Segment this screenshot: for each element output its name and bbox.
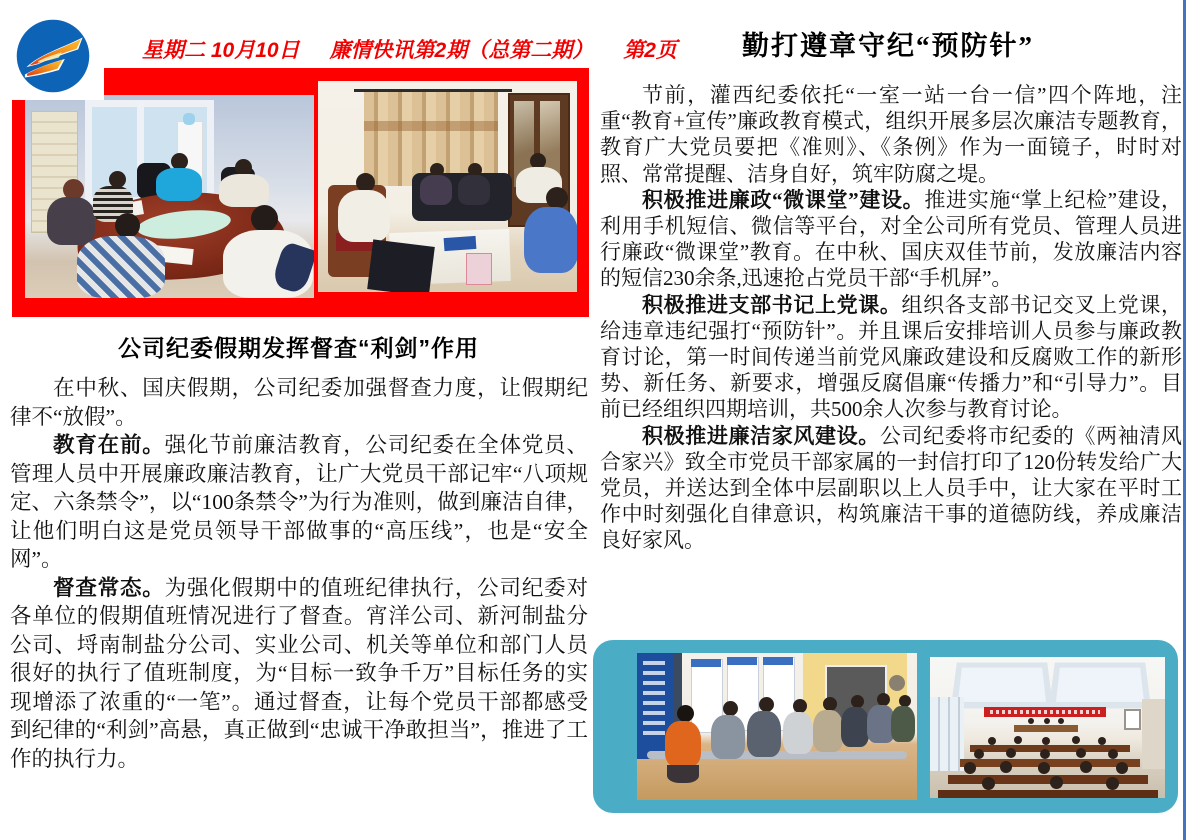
red-photo-frame bbox=[12, 68, 589, 317]
paragraph-lead: 积极推进廉政“微课堂”建设。 bbox=[642, 187, 925, 212]
header-issue: 廉情快讯第2期（总第二期） bbox=[329, 39, 594, 62]
paragraph bbox=[600, 187, 1182, 292]
water-bottle bbox=[183, 113, 195, 125]
person-head bbox=[1050, 776, 1063, 789]
paragraph bbox=[600, 423, 1182, 554]
person-head bbox=[1098, 737, 1106, 745]
paragraph-text: 组织各支部书记交叉上党课，给违章违纪强打“预防针”。并且课后安排培训人员参与廉政教育讨论，第一时间传递当前党风廉政建设和反腐败工作的新形势、新任务、新要求，增强反腐倡廉“传播力”和“引导力”。目前已经组织四期培训，共500余人次参与教育讨论。 bbox=[600, 292, 1182, 422]
person-head bbox=[1044, 718, 1050, 724]
logo-icon bbox=[16, 18, 90, 94]
person bbox=[747, 711, 781, 757]
person-blue-shirt bbox=[156, 168, 202, 201]
header-date: 星期二 10月10日 bbox=[142, 39, 300, 62]
person-head bbox=[759, 697, 774, 712]
desk-row bbox=[960, 759, 1140, 767]
paragraph bbox=[10, 374, 588, 431]
person-head bbox=[1106, 777, 1119, 790]
company-logo bbox=[4, 0, 104, 100]
right-pillar bbox=[1142, 699, 1165, 769]
desk-row bbox=[970, 745, 1130, 752]
paragraph-lead: 教育在前。 bbox=[53, 433, 165, 457]
poster-header bbox=[691, 659, 721, 667]
person-head bbox=[964, 762, 976, 774]
paragraph-lead: 督查常态。 bbox=[53, 575, 165, 600]
paragraph-text: 在中秋、国庆假期，公司纪委加强督查力度，让假期纪律不“放假”。 bbox=[10, 376, 588, 429]
person-head bbox=[823, 697, 837, 711]
person-head bbox=[793, 699, 807, 713]
person-head bbox=[251, 205, 278, 232]
left-article-body bbox=[10, 374, 588, 773]
person-head bbox=[1028, 718, 1034, 724]
person-head bbox=[546, 187, 568, 209]
ceiling-panel bbox=[951, 663, 1053, 709]
person bbox=[420, 175, 452, 205]
person-head bbox=[982, 777, 995, 790]
person-white-shirt bbox=[338, 190, 390, 242]
person-head bbox=[1040, 749, 1050, 759]
teal-photo-box bbox=[593, 640, 1178, 813]
photo-education-base bbox=[637, 653, 917, 800]
ceiling-panel bbox=[1049, 663, 1151, 709]
person-head bbox=[1000, 761, 1012, 773]
skirt bbox=[667, 765, 699, 783]
paragraph bbox=[600, 292, 1182, 423]
person bbox=[841, 707, 869, 747]
paragraph-lead: 积极推进支部书记上党课。 bbox=[642, 292, 902, 317]
photo-meeting-hall bbox=[930, 657, 1165, 798]
paragraph-lead: 积极推进廉洁家风建设。 bbox=[642, 423, 880, 448]
person-head bbox=[1080, 761, 1092, 773]
paragraph-text: 公司纪委将市纪委的《两袖清风合家兴》致全市党员干部家属的一封信打印了120份转发给广大党员，并送达到全体中层副职以上人员手中，让大家在平时工作中时刻强化自律意识，构筑廉洁干事的道德防线，养成廉洁良好家风。 bbox=[600, 423, 1182, 553]
paragraph bbox=[10, 574, 588, 774]
paragraph-text: 节前，灌西纪委依托“一室一站一台一信”四个阵地，注重“教育+宣传”廉政教育模式，组织开展多层次廉洁专题教育，教育广大党员要把《准则》、《条例》作为一面镜子，时时对照、常常提醒、洁身自好，筑牢防腐之堤。 bbox=[600, 83, 1182, 186]
photo-meeting-room-1 bbox=[25, 95, 314, 298]
person bbox=[711, 715, 745, 759]
newsletter-header bbox=[142, 34, 742, 64]
window-wall bbox=[930, 697, 964, 771]
page-border-right bbox=[1183, 0, 1186, 840]
paragraph-text: 推进实施“掌上纪检”建设，利用手机短信、微信等平台，对全公司所有党员、管理人员进行廉政“微课堂”教育。在中秋、国庆双佳节前，发放廉洁内容的短信230余条,迅速抢占党员干部“手机屏”。 bbox=[600, 187, 1183, 291]
person-head bbox=[988, 737, 996, 745]
person-head bbox=[723, 701, 738, 716]
person-head bbox=[115, 213, 140, 238]
paragraph bbox=[600, 82, 1182, 187]
paragraph bbox=[10, 431, 588, 574]
person bbox=[891, 706, 915, 742]
photo-meeting-room-2 bbox=[318, 81, 577, 292]
person-blue-shirt bbox=[524, 207, 577, 273]
curtain-band bbox=[364, 121, 498, 131]
person-head bbox=[1108, 749, 1118, 759]
person bbox=[813, 710, 843, 752]
header-page-number: 第2页 bbox=[623, 39, 677, 62]
pink-bag bbox=[466, 253, 492, 285]
person-head bbox=[1076, 748, 1086, 758]
head-table bbox=[1014, 725, 1078, 732]
display-dot bbox=[889, 675, 905, 691]
person-checkered bbox=[77, 236, 165, 298]
poster-header bbox=[727, 657, 757, 665]
desk-row bbox=[938, 790, 1158, 798]
person-head bbox=[974, 749, 984, 759]
right-article-body bbox=[600, 82, 1182, 554]
right-article-headline: 勤打遵章守纪“预防针” bbox=[742, 31, 1034, 61]
person-head bbox=[1006, 748, 1016, 758]
person bbox=[458, 175, 490, 205]
person-head bbox=[1038, 762, 1050, 774]
poster-header bbox=[763, 657, 793, 665]
person bbox=[783, 712, 813, 754]
person-head bbox=[1014, 736, 1022, 744]
left-article-headline: 公司纪委假期发挥督查“利剑”作用 bbox=[118, 335, 479, 361]
person bbox=[47, 197, 95, 245]
banner-text bbox=[990, 710, 1100, 714]
person-head bbox=[1042, 737, 1050, 745]
person-white-shirt bbox=[219, 174, 269, 207]
person-head bbox=[1072, 736, 1080, 744]
person-head bbox=[677, 705, 694, 722]
paragraph-text: 为强化假期中的值班纪律执行，公司纪委对各单位的假期值班情况进行了督查。宵洋公司、新河制盐分公司、埒南制盐分公司、实业公司、机关等单位和部门人员很好的执行了值班制度，为“目标一致争千万”目标任务的实现增添了浓重的“一笔”。通过督查，让每个党员干部都感受到纪律的“利剑”高悬，真正做到“忠诚干净敢担当”，推进了工作的执行力。 bbox=[10, 575, 588, 771]
pillar-text bbox=[643, 661, 665, 741]
person-head bbox=[1058, 718, 1064, 724]
person-head bbox=[1116, 762, 1128, 774]
person-orange bbox=[665, 721, 701, 767]
paragraph-text: 强化节前廉洁教育，公司纪委在全体党员、管理人员中开展廉政廉洁教育，让广大党员干部记牢“八项规定、六条禁令”，以“100条禁令”为行为准则，做到廉洁自律，让他们明白这是党员领导干部做事的“高压线”，也是“安全网”。 bbox=[10, 433, 588, 571]
blue-folder bbox=[444, 236, 477, 251]
monitor bbox=[367, 239, 435, 292]
picture-frame bbox=[1124, 709, 1141, 730]
